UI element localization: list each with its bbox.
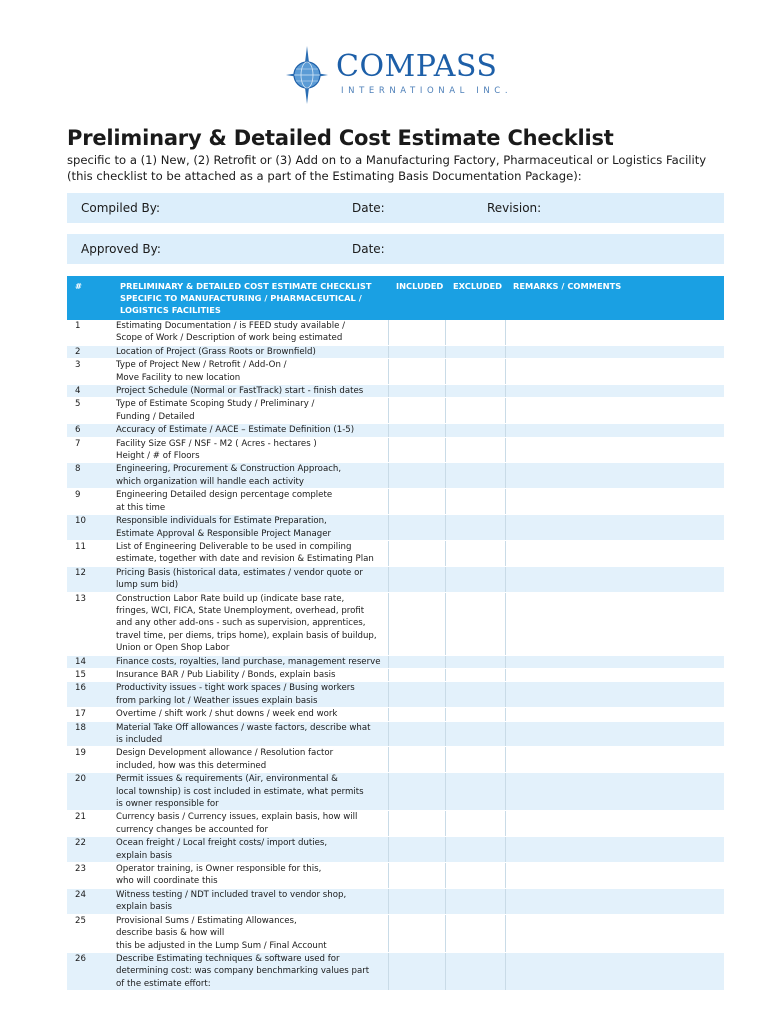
excluded-cell[interactable]: [445, 747, 505, 773]
excluded-cell[interactable]: [445, 489, 505, 515]
row-description-line: explain basis: [116, 850, 172, 861]
row-number: 19: [67, 747, 112, 773]
company-logo: [284, 44, 524, 106]
included-cell[interactable]: [388, 385, 445, 398]
remarks-cell[interactable]: [505, 385, 724, 398]
remarks-cell[interactable]: [505, 489, 724, 515]
included-cell[interactable]: [388, 863, 445, 889]
row-description: [112, 345, 388, 358]
column-header-included: INCLUDED: [388, 276, 445, 320]
row-number: 6: [67, 424, 112, 437]
row-description-line: Overtime / shift work / shut downs / week end work: [116, 709, 338, 720]
table-row: [67, 463, 724, 489]
excluded-cell[interactable]: [445, 708, 505, 721]
table-row: [67, 773, 724, 811]
row-description-line: Insurance BAR / Pub Liability / Bonds, explain basis: [116, 669, 336, 680]
table-header-row: [67, 276, 724, 320]
row-description-line: Funding / Detailed: [116, 411, 195, 422]
row-number: 7: [67, 437, 112, 463]
excluded-cell[interactable]: [445, 863, 505, 889]
page-subtitle: [67, 152, 757, 184]
row-description-line: this be adjusted in the Lump Sum / Final Account: [116, 940, 327, 951]
included-cell[interactable]: [388, 708, 445, 721]
included-cell[interactable]: [388, 837, 445, 863]
remarks-cell[interactable]: [505, 888, 724, 914]
remarks-cell[interactable]: [505, 566, 724, 592]
row-number: 9: [67, 489, 112, 515]
excluded-cell[interactable]: [445, 515, 505, 541]
row-description-line: who will coordinate this: [116, 876, 218, 887]
checklist-body: [67, 320, 724, 991]
row-description: [112, 385, 388, 398]
included-cell[interactable]: [388, 747, 445, 773]
row-description-line: List of Engineering Deliverable to be used in compiling: [116, 541, 352, 552]
row-description-line: lump sum bid): [116, 580, 179, 591]
remarks-cell[interactable]: [505, 515, 724, 541]
logo-tagline: INTERNATIONAL INC.: [341, 86, 513, 96]
row-description: [112, 682, 388, 708]
table-row: [67, 914, 724, 952]
table-row: [67, 708, 724, 721]
table-row: [67, 682, 724, 708]
table-row: [67, 385, 724, 398]
row-number: 10: [67, 515, 112, 541]
row-description: [112, 540, 388, 566]
row-description-line: Accuracy of Estimate / AACE – Estimate Definition (1-5): [116, 425, 355, 436]
compiled-by-bar: [67, 193, 724, 223]
compass-rose-icon: [284, 44, 330, 106]
excluded-cell[interactable]: [445, 385, 505, 398]
remarks-cell[interactable]: [505, 424, 724, 437]
row-description-line: Provisional Sums / Estimating Allowances,: [116, 915, 297, 926]
row-description: [112, 515, 388, 541]
row-number: 2: [67, 345, 112, 358]
row-description-line: Scope of Work / Description of work being estimated: [116, 333, 343, 344]
table-row: [67, 863, 724, 889]
row-description-line: which organization will handle each activity: [116, 476, 305, 487]
remarks-cell[interactable]: [505, 540, 724, 566]
row-description: [112, 463, 388, 489]
row-number: 14: [67, 655, 112, 668]
row-description: [112, 863, 388, 889]
row-description-line: currency changes be accounted for: [116, 824, 269, 835]
excluded-cell[interactable]: [445, 721, 505, 747]
remarks-cell[interactable]: [505, 592, 724, 655]
compiled-by-label: Compiled By:: [81, 201, 161, 215]
remarks-cell[interactable]: [505, 655, 724, 668]
row-description: [112, 952, 388, 990]
included-cell[interactable]: [388, 320, 445, 345]
remarks-cell[interactable]: [505, 914, 724, 952]
included-cell[interactable]: [388, 888, 445, 914]
row-description-line: Move Facility to new location: [116, 372, 241, 383]
remarks-cell[interactable]: [505, 668, 724, 681]
row-number: 1: [67, 320, 112, 345]
page-title: Preliminary & Detailed Cost Estimate Checklist: [67, 126, 614, 150]
table-row: [67, 424, 724, 437]
row-description: [112, 655, 388, 668]
table-row: [67, 566, 724, 592]
excluded-cell[interactable]: [445, 888, 505, 914]
row-description-line: fringes, WCI, FICA, State Unemployment, overhead, profit: [116, 605, 365, 616]
row-description-line: Location of Project (Grass Roots or Brownfield): [116, 346, 316, 357]
row-description-line: Pricing Basis (historical data, estimates / vendor quote or: [116, 567, 363, 578]
remarks-cell[interactable]: [505, 359, 724, 385]
included-cell[interactable]: [388, 463, 445, 489]
row-description-line: local township) is cost included in estimate, what permits: [116, 786, 364, 797]
revision-label: Revision:: [487, 201, 542, 215]
row-description: [112, 721, 388, 747]
included-cell[interactable]: [388, 359, 445, 385]
remarks-cell[interactable]: [505, 398, 724, 424]
table-row: [67, 345, 724, 358]
row-description-line: Estimate Approval & Responsible Project Manager: [116, 528, 332, 539]
row-number: 18: [67, 721, 112, 747]
included-cell[interactable]: [388, 811, 445, 837]
row-description-line: Permit issues & requirements (Air, environmental &: [116, 774, 338, 785]
row-description-line: Operator training, is Owner responsible for this,: [116, 864, 322, 875]
row-description-line: Engineering, Procurement & Construction Approach,: [116, 464, 342, 475]
row-number: 21: [67, 811, 112, 837]
row-description-line: Union or Open Shop Labor: [116, 643, 230, 654]
row-description-line: is included: [116, 735, 163, 745]
column-header-item: PRELIMINARY & DETAILED COST ESTIMATE CHECKLIST SPECIFIC TO MANUFACTURING / PHARMACEUTICAL / LOGISTICS FACILITIES: [112, 276, 388, 320]
row-number: 24: [67, 888, 112, 914]
table-row: [67, 837, 724, 863]
remarks-cell[interactable]: [505, 345, 724, 358]
table-row: [67, 398, 724, 424]
included-cell[interactable]: [388, 668, 445, 681]
row-number: 16: [67, 682, 112, 708]
checklist-table: [67, 276, 724, 991]
excluded-cell[interactable]: [445, 773, 505, 811]
excluded-cell[interactable]: [445, 359, 505, 385]
logo-name: COMPASS: [336, 49, 498, 84]
row-number: 20: [67, 773, 112, 811]
row-description-line: at this time: [116, 502, 166, 513]
excluded-cell[interactable]: [445, 320, 505, 345]
row-description: [112, 320, 388, 345]
included-cell[interactable]: [388, 952, 445, 990]
row-number: 15: [67, 668, 112, 681]
row-description: [112, 359, 388, 385]
table-row: [67, 515, 724, 541]
row-description: [112, 398, 388, 424]
row-description-line: Currency basis / Currency issues, explain basis, how will: [116, 812, 358, 823]
row-description-line: travel time, per diems, trips home), explain basis of buildup,: [116, 630, 377, 641]
subtitle-line: (this checklist to be attached as a part of the Estimating Basis Documentation Package):: [67, 169, 582, 183]
remarks-cell[interactable]: [505, 811, 724, 837]
row-number: 13: [67, 592, 112, 655]
column-header-num: #: [67, 276, 112, 320]
row-description-line: Project Schedule (Normal or FastTrack) start - finish dates: [116, 386, 364, 397]
row-description-line: Type of Project New / Retrofit / Add-On /: [116, 360, 287, 371]
row-description-line: Responsible individuals for Estimate Preparation,: [116, 516, 327, 527]
row-description-line: Material Take Off allowances / waste factors, describe what: [116, 722, 371, 733]
remarks-cell[interactable]: [505, 773, 724, 811]
excluded-cell[interactable]: [445, 682, 505, 708]
excluded-cell[interactable]: [445, 463, 505, 489]
row-description-line: Facility Size GSF / NSF - M2 ( Acres - hectares ): [116, 438, 317, 449]
table-row: [67, 359, 724, 385]
table-row: [67, 721, 724, 747]
table-row: [67, 747, 724, 773]
row-description-line: Ocean freight / Local freight costs/ import duties,: [116, 838, 328, 849]
row-description-line: from parking lot / Weather issues explain basis: [116, 695, 318, 706]
row-description-line: explain basis: [116, 902, 172, 913]
row-description: [112, 888, 388, 914]
row-description-line: included, how was this determined: [116, 760, 267, 771]
remarks-cell[interactable]: [505, 708, 724, 721]
row-description: [112, 437, 388, 463]
row-number: 4: [67, 385, 112, 398]
included-cell[interactable]: [388, 773, 445, 811]
row-number: 22: [67, 837, 112, 863]
row-description-line: Productivity issues - tight work spaces / Busing workers: [116, 683, 355, 694]
row-description-line: is owner responsible for: [116, 799, 219, 810]
table-row: [67, 655, 724, 668]
excluded-cell[interactable]: [445, 540, 505, 566]
excluded-cell[interactable]: [445, 655, 505, 668]
row-description-line: Construction Labor Rate build up (indicate base rate,: [116, 593, 345, 604]
table-row: [67, 437, 724, 463]
included-cell[interactable]: [388, 540, 445, 566]
row-description: [112, 914, 388, 952]
row-description-line: estimate, together with date and revision & Estimating Plan: [116, 554, 374, 565]
row-number: 3: [67, 359, 112, 385]
included-cell[interactable]: [388, 424, 445, 437]
subtitle-line: specific to a (1) New, (2) Retrofit or (3) Add on to a Manufacturing Factory, Pharmaceutical or Logistics Facility: [67, 153, 707, 167]
column-header-remarks: REMARKS / COMMENTS: [505, 276, 724, 320]
table-row: [67, 592, 724, 655]
table-row: [67, 668, 724, 681]
included-cell[interactable]: [388, 489, 445, 515]
row-number: 5: [67, 398, 112, 424]
excluded-cell[interactable]: [445, 424, 505, 437]
remarks-cell[interactable]: [505, 747, 724, 773]
included-cell[interactable]: [388, 515, 445, 541]
excluded-cell[interactable]: [445, 345, 505, 358]
included-cell[interactable]: [388, 655, 445, 668]
row-description: [112, 489, 388, 515]
remarks-cell[interactable]: [505, 837, 724, 863]
excluded-cell[interactable]: [445, 811, 505, 837]
row-description: [112, 773, 388, 811]
row-description: [112, 668, 388, 681]
row-description: [112, 811, 388, 837]
remarks-cell[interactable]: [505, 721, 724, 747]
remarks-cell[interactable]: [505, 437, 724, 463]
excluded-cell[interactable]: [445, 592, 505, 655]
table-row: [67, 952, 724, 990]
row-number: 26: [67, 952, 112, 990]
included-cell[interactable]: [388, 398, 445, 424]
row-number: 17: [67, 708, 112, 721]
approved-by-label: Approved By:: [81, 242, 161, 256]
row-description-line: Engineering Detailed design percentage complete: [116, 490, 333, 501]
row-description: [112, 837, 388, 863]
remarks-cell[interactable]: [505, 320, 724, 345]
table-row: [67, 811, 724, 837]
row-number: 11: [67, 540, 112, 566]
included-cell[interactable]: [388, 721, 445, 747]
approved-by-bar: [67, 234, 724, 264]
table-row: [67, 320, 724, 345]
remarks-cell[interactable]: [505, 682, 724, 708]
row-description-line: describe basis & how will: [116, 928, 225, 939]
row-description-line: and any other add-ons - such as supervision, apprentices,: [116, 618, 366, 629]
row-description-line: Describe Estimating techniques & software used for: [116, 953, 340, 964]
row-description-line: Finance costs, royalties, land purchase, management reserve: [116, 656, 381, 667]
included-cell[interactable]: [388, 566, 445, 592]
row-description: [112, 592, 388, 655]
excluded-cell[interactable]: [445, 668, 505, 681]
excluded-cell[interactable]: [445, 837, 505, 863]
column-header-excluded: EXCLUDED: [445, 276, 505, 320]
excluded-cell[interactable]: [445, 398, 505, 424]
row-description: [112, 747, 388, 773]
table-row: [67, 888, 724, 914]
remarks-cell[interactable]: [505, 952, 724, 990]
row-description-line: of the estimate effort:: [116, 978, 211, 989]
row-description: [112, 566, 388, 592]
included-cell[interactable]: [388, 345, 445, 358]
row-number: 25: [67, 914, 112, 952]
row-description: [112, 424, 388, 437]
row-number: 23: [67, 863, 112, 889]
row-number: 8: [67, 463, 112, 489]
remarks-cell[interactable]: [505, 863, 724, 889]
remarks-cell[interactable]: [505, 463, 724, 489]
row-description: [112, 708, 388, 721]
table-row: [67, 540, 724, 566]
row-description-line: Height / # of Floors: [116, 451, 200, 462]
excluded-cell[interactable]: [445, 952, 505, 990]
row-description-line: Witness testing / NDT included travel to vendor shop,: [116, 889, 347, 900]
included-cell[interactable]: [388, 437, 445, 463]
excluded-cell[interactable]: [445, 914, 505, 952]
included-cell[interactable]: [388, 914, 445, 952]
row-description-line: Design Development allowance / Resolution factor: [116, 748, 334, 759]
date-label: Date:: [352, 242, 385, 256]
included-cell[interactable]: [388, 682, 445, 708]
row-description-line: Estimating Documentation / is FEED study available /: [116, 321, 346, 331]
row-number: 12: [67, 566, 112, 592]
table-row: [67, 489, 724, 515]
row-description-line: Type of Estimate Scoping Study / Preliminary /: [116, 399, 315, 410]
excluded-cell[interactable]: [445, 437, 505, 463]
included-cell[interactable]: [388, 592, 445, 655]
excluded-cell[interactable]: [445, 566, 505, 592]
date-label: Date:: [352, 201, 385, 215]
row-description-line: determining cost: was company benchmarking values part: [116, 966, 370, 977]
